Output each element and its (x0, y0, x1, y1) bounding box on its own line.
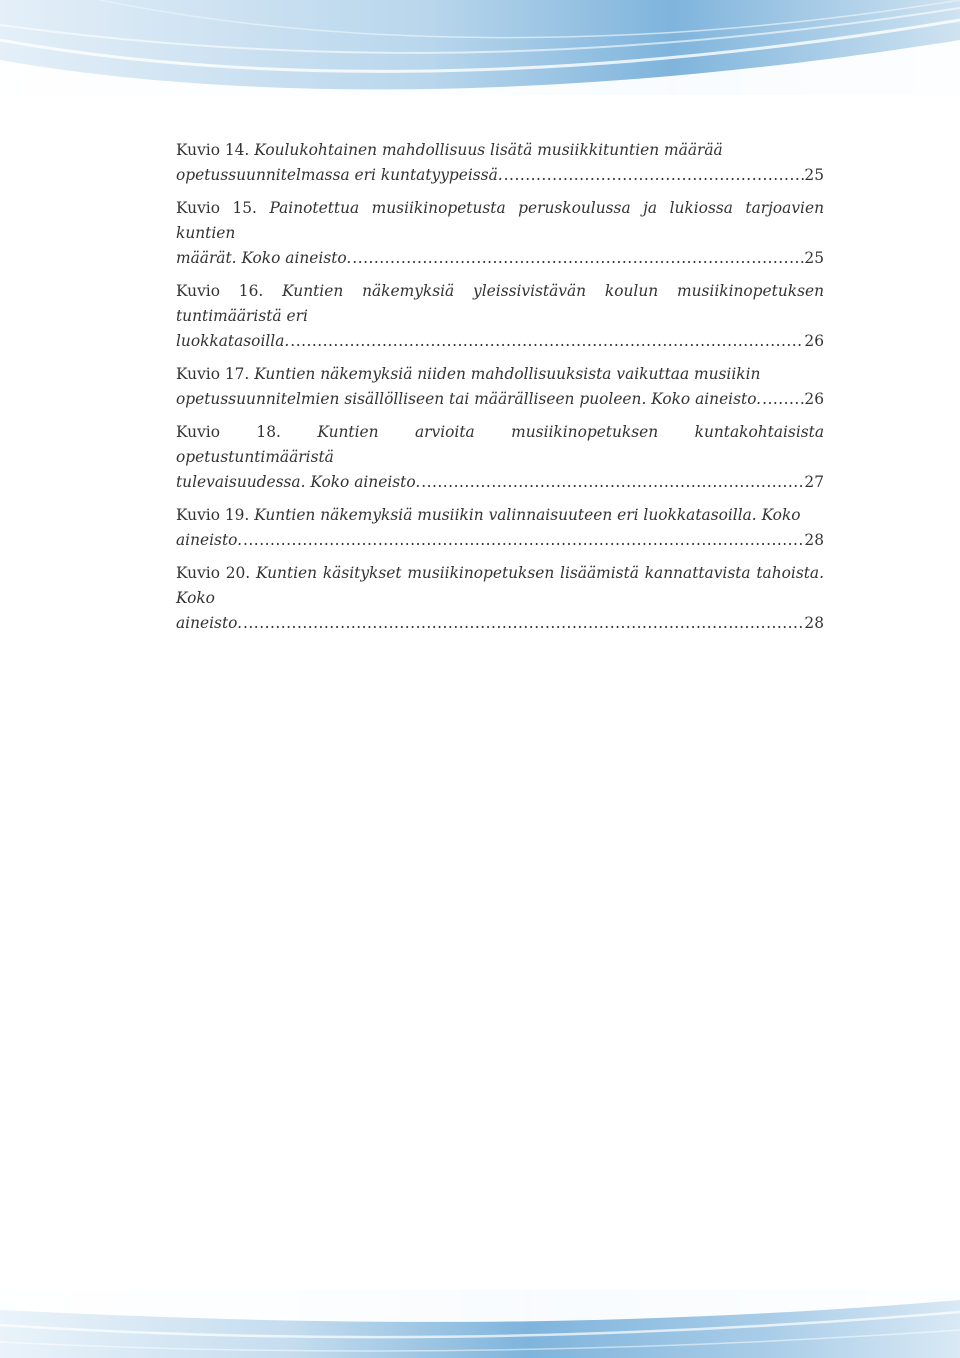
toc-entry-label: Kuvio 20. (176, 564, 251, 582)
toc-entry-page: 25 (804, 166, 824, 184)
toc-entry-leader-line (176, 246, 824, 271)
toc-entry-caption-end: opetussuunnitelmien sisällölliseen tai määrälliseen puoleen. Koko aineisto. (176, 390, 762, 408)
dot-leader (420, 470, 804, 495)
toc-entry[interactable] (176, 279, 824, 354)
footer-decoration (0, 1290, 960, 1358)
toc-entry-page: 28 (804, 531, 824, 549)
toc-entry-page: 28 (804, 614, 824, 632)
toc-entry-caption: Kuntien näkemyksiä yleissivistävän koulun musiikinopetuksen tuntimääristä eri (176, 282, 824, 325)
toc-entry-caption: Koulukohtainen mahdollisuus lisätä musiikkituntien määrää (254, 141, 723, 159)
toc-entry[interactable] (176, 362, 824, 412)
list-of-figures (176, 138, 824, 644)
toc-entry-leader-line (176, 470, 824, 495)
toc-entry-label: Kuvio 17. (176, 365, 250, 383)
toc-entry-caption-end: tulevaisuudessa. Koko aineisto. (176, 473, 421, 491)
toc-entry-caption-end: aineisto. (176, 614, 243, 632)
toc-entry-label: Kuvio 18. (176, 423, 281, 441)
toc-entry-caption-end: määrät. Koko aineisto. (176, 249, 352, 267)
toc-entry-title (176, 279, 824, 329)
toc-entry-page: 26 (804, 332, 824, 350)
toc-entry-label: Kuvio 14. (176, 141, 250, 159)
toc-entry-label: Kuvio 15. (176, 199, 257, 217)
toc-entry-label: Kuvio 19. (176, 506, 250, 524)
dot-leader (242, 611, 804, 636)
toc-entry[interactable] (176, 503, 824, 553)
dot-leader (242, 528, 804, 553)
dot-leader (503, 163, 805, 188)
dot-leader (289, 329, 804, 354)
dot-leader (351, 246, 804, 271)
toc-entry-title (176, 420, 824, 470)
toc-entry-caption: Kuntien näkemyksiä niiden mahdollisuuksista vaikuttaa musiikin (254, 365, 761, 383)
toc-entry-leader-line (176, 528, 824, 553)
toc-entry-caption-end: opetussuunnitelmassa eri kuntatyypeissä. (176, 166, 503, 184)
toc-entry-caption: Painotettua musiikinopetusta peruskoulussa ja lukiossa tarjoavien kuntien (176, 199, 824, 242)
toc-entry-title (176, 362, 824, 387)
toc-entry-title (176, 503, 824, 528)
toc-entry-page: 26 (804, 390, 824, 408)
toc-entry[interactable] (176, 138, 824, 188)
toc-entry-title (176, 561, 824, 611)
toc-entry-caption-end: aineisto. (176, 531, 243, 549)
toc-entry-title (176, 138, 824, 163)
toc-entry[interactable] (176, 196, 824, 271)
toc-entry-title (176, 196, 824, 246)
toc-entry-label: Kuvio 16. (176, 282, 264, 300)
toc-entry-leader-line (176, 387, 824, 412)
toc-entry-leader-line (176, 611, 824, 636)
toc-entry-caption-end: luokkatasoilla. (176, 332, 290, 350)
toc-entry-leader-line (176, 163, 824, 188)
toc-entry-caption: Kuntien käsitykset musiikinopetuksen lisäämistä kannattavista tahoista. Koko (176, 564, 824, 607)
toc-entry-caption: Kuntien arvioita musiikinopetuksen kuntakohtaisista opetustuntimääristä (176, 423, 825, 466)
dot-leader (761, 387, 804, 412)
toc-entry[interactable] (176, 420, 824, 495)
toc-entry-page: 27 (804, 473, 824, 491)
toc-entry[interactable] (176, 561, 824, 636)
toc-entry-page: 25 (804, 249, 824, 267)
toc-entry-leader-line (176, 329, 824, 354)
header-decoration (0, 0, 960, 95)
toc-entry-caption: Kuntien näkemyksiä musiikin valinnaisuuteen eri luokkatasoilla. Koko (254, 506, 801, 524)
